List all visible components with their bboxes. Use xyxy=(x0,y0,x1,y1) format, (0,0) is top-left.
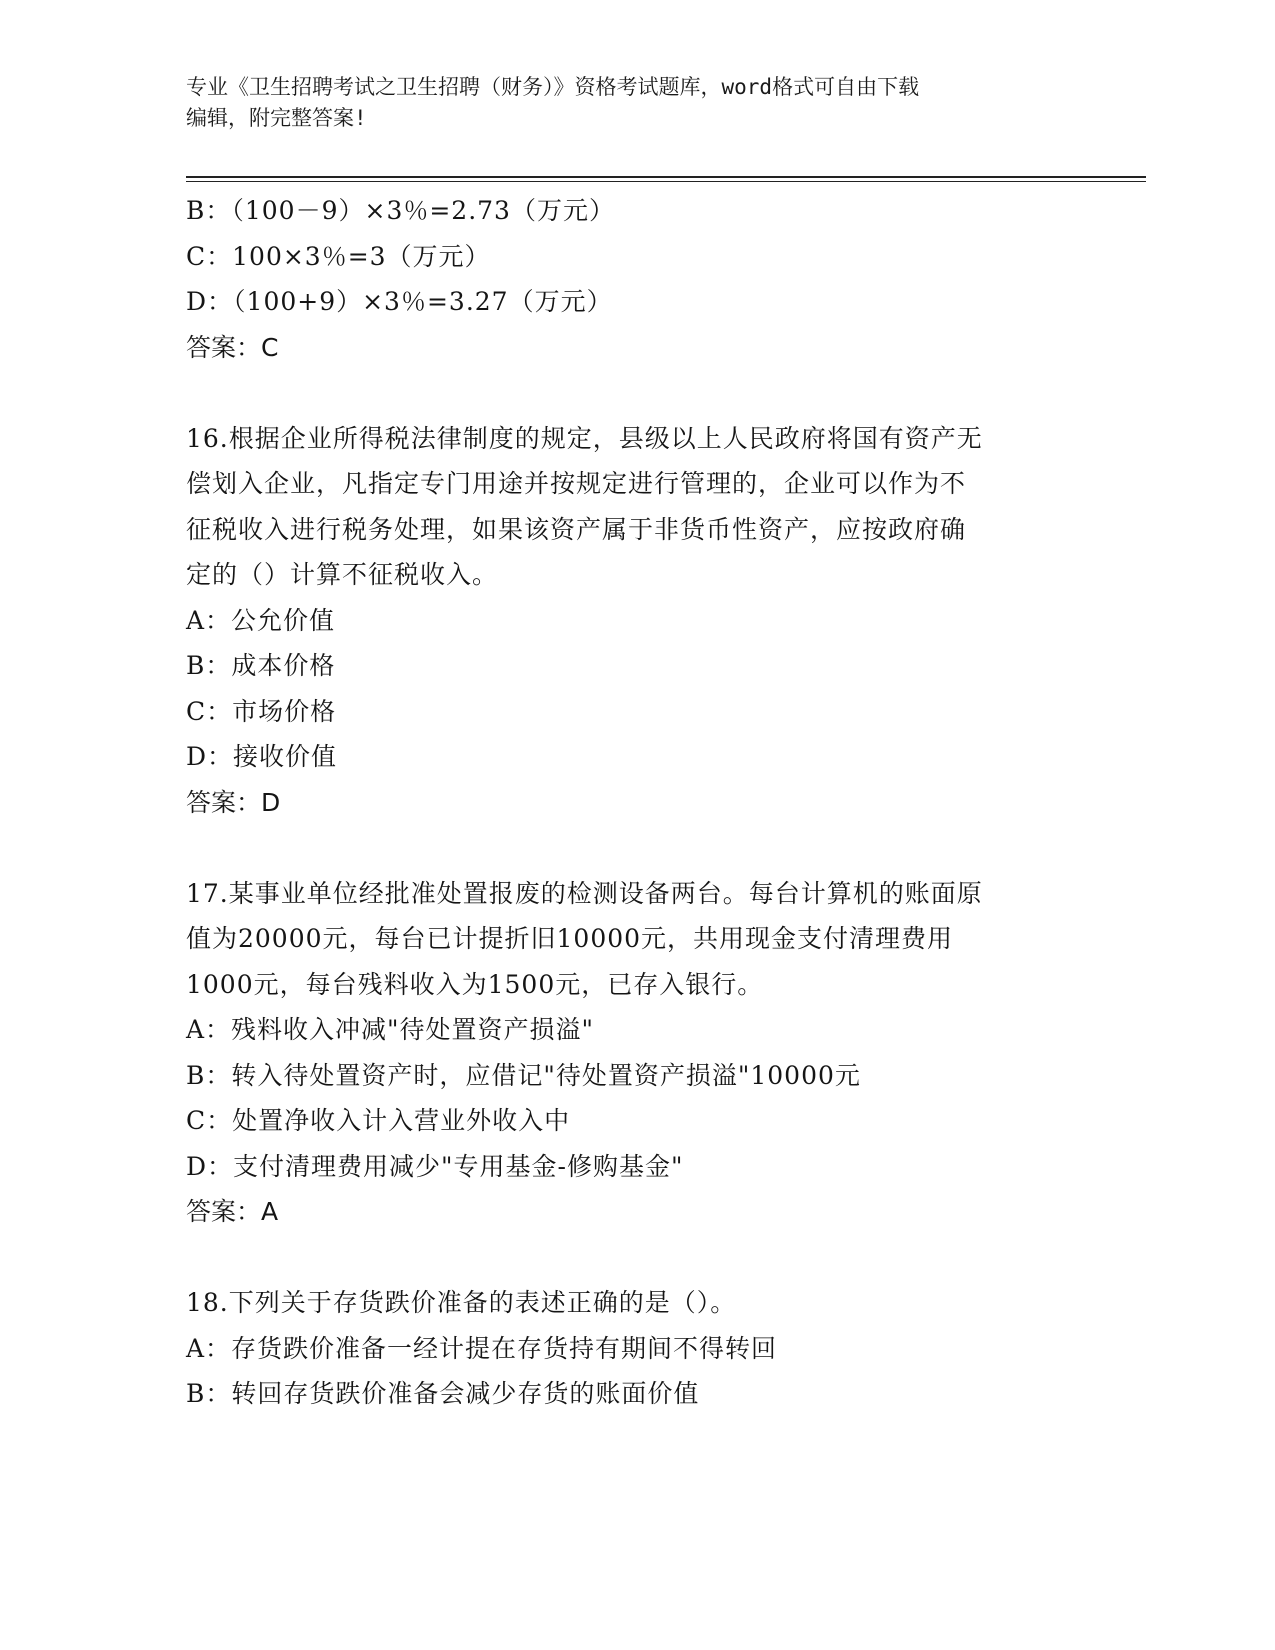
option-c: C：100×3％=3（万元） xyxy=(186,241,491,271)
question-18 xyxy=(186,1280,1086,1417)
question-text-line: 17.某事业单位经批准处置报废的检测设备两台。每台计算机的账面原 xyxy=(186,878,983,908)
question-text-line: 1000元，每台残料收入为1500元，已存入银行。 xyxy=(186,969,764,999)
question-text-line: 18.下列关于存货跌价准备的表述正确的是（）。 xyxy=(186,1288,737,1317)
question-text-line: 定的（）计算不征税收入。 xyxy=(186,560,499,589)
question-17 xyxy=(186,871,1086,1235)
question-text-line: 值为20000元，每台已计提折旧10000元，共用现金支付清理费用 xyxy=(186,924,954,953)
option-d: D：接收价值 xyxy=(186,742,338,771)
question-text-line: 征税收入进行税务处理，如果该资产属于非货币性资产，应按政府确 xyxy=(186,514,967,544)
question-15-continued xyxy=(186,188,1086,370)
question-text-line: 16.根据企业所得税法律制度的规定，县级以上人民政府将国有资产无 xyxy=(186,423,983,453)
header-rule-thick xyxy=(186,176,1146,178)
option-a: A：残料收入冲减"待处置资产损溢" xyxy=(186,1015,595,1044)
spacer xyxy=(186,825,1086,871)
header-line-1: 专业《卫生招聘考试之卫生招聘（财务）》资格考试题库，word格式可自由下载 xyxy=(186,75,920,99)
option-a: A：存货跌价准备一经计提在存货持有期间不得转回 xyxy=(186,1333,778,1363)
option-b: B：成本价格 xyxy=(186,651,336,680)
option-c: C：市场价格 xyxy=(186,696,337,726)
option-d: D：（100+9）×3％=3.27（万元） xyxy=(186,287,613,316)
option-b: B：转入待处置资产时，应借记"待处置资产损溢"10000元 xyxy=(186,1060,861,1090)
answer-line: 答案：C xyxy=(186,332,279,362)
header-rule-thin xyxy=(186,181,1146,182)
spacer xyxy=(186,1235,1086,1281)
document-body xyxy=(186,188,1086,1417)
spacer xyxy=(186,370,1086,416)
question-text-line: 偿划入企业，凡指定专门用途并按规定进行管理的，企业可以作为不 xyxy=(186,469,967,498)
option-c: C：处置净收入计入营业外收入中 xyxy=(186,1106,571,1135)
header-line-2: 编辑，附完整答案! xyxy=(186,106,367,130)
option-d: D：支付清理费用减少"专用基金-修购基金" xyxy=(186,1151,684,1181)
answer-line: 答案：D xyxy=(186,787,281,817)
document-header xyxy=(186,72,1086,134)
answer-line: 答案：A xyxy=(186,1197,279,1226)
option-b: B：（100－9）×3％=2.73（万元） xyxy=(186,196,615,225)
option-b: B：转回存货跌价准备会减少存货的账面价值 xyxy=(186,1379,700,1408)
option-a: A：公允价值 xyxy=(186,605,336,635)
question-16 xyxy=(186,416,1086,826)
